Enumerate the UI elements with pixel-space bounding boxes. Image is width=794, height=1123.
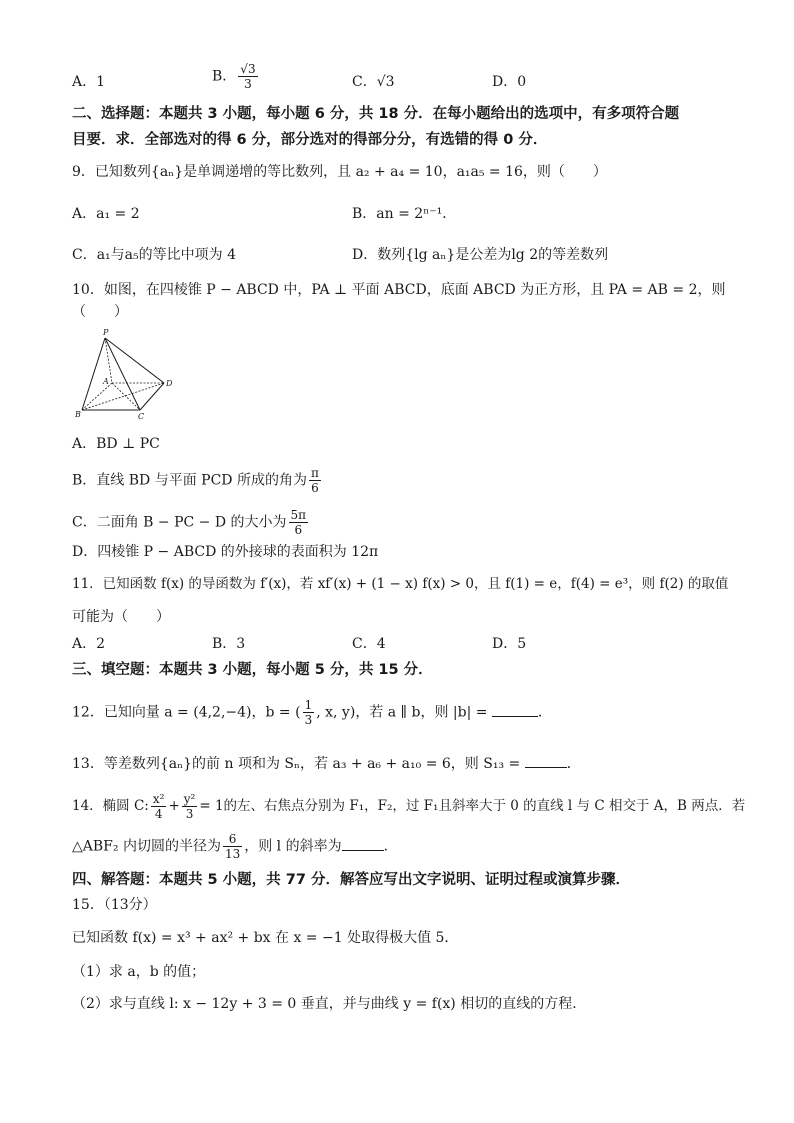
q15-part-1: （1）求 a，b 的值；: [72, 964, 206, 980]
q12-stem: [72, 698, 552, 727]
q11-option-b: B．3: [212, 636, 246, 652]
q11-option-a: A．2: [72, 636, 106, 652]
q9-option-a: A．a₁ = 2: [72, 206, 140, 222]
q14-prefix: 14．椭圆 C:: [72, 798, 149, 814]
q14-answer-blank[interactable]: [342, 850, 384, 851]
q10-option-b-fraction: [309, 466, 321, 495]
section-2-heading-line1: 二、选择题：本题共 3 小题，每小题 6 分，共 18 分．在每小题给出的选项中，有多项符合题: [72, 106, 680, 122]
fraction-denominator: 6: [311, 481, 319, 495]
fraction-numerator: y²: [183, 792, 196, 806]
q10-option-b: [72, 466, 323, 495]
pyramid-figure: [72, 326, 182, 422]
section-2-heading-line2: 目要．求．全部选对的得 6 分，部分选对的得部分分，有选错的得 0 分．: [72, 132, 548, 148]
q14-line2-prefix: △ABF₂ 内切圆的半径为: [72, 838, 221, 855]
q14-stem-line2: [72, 832, 398, 861]
q10-option-b-text: B．直线 BD 与平面 PCD 所成的角为: [72, 472, 307, 489]
q14-stem-line1: [72, 792, 745, 821]
vertex-label-c: C: [138, 412, 145, 421]
q12-text-suffix: ，若 a ∥ b，则 |b| =: [355, 704, 488, 721]
q10-option-c-text: C．二面角 B − PC − D 的大小为: [72, 514, 287, 531]
q11-stem-line1: 11．已知函数 f(x) 的导函数为 f′(x)，若 xf′(x) + (1 − x) f(x) > 0，且 f(1) = e，f(4) = e³，则 f(2) 的取值: [72, 576, 729, 592]
q12-text-prefix: 12．已知向量 a = (4,2,−4)，b =: [72, 704, 291, 721]
q12-answer-blank[interactable]: [492, 716, 538, 717]
q9-option-b: B．an = 2ⁿ⁻¹．: [352, 206, 457, 222]
q9-stem: 9．已知数列{aₙ}是单调递增的等比数列，且 a₂ + a₄ = 10，a₁a₅ = 16，则（ ）: [72, 164, 607, 180]
q14-rest: = 1的左、右焦点分别为 F₁，F₂，过 F₁且斜率大于 0 的直线 l 与 C 相交于 A，B 两点．若: [199, 798, 746, 814]
q9-option-d: D．数列{lg aₙ}是公差为lg 2的等差数列: [352, 247, 609, 263]
q10-option-d: D．四棱锥 P − ABCD 的外接球的表面积为 12π: [72, 544, 379, 560]
q11-stem-line2: 可能为（ ）: [72, 609, 170, 625]
q15-header: 15．（13分）: [72, 897, 157, 913]
q8-option-b-fraction: [238, 62, 257, 91]
q13-answer-blank[interactable]: [525, 767, 567, 768]
fraction-numerator: √3: [240, 62, 256, 76]
vertex-label-d: D: [166, 379, 173, 388]
q14-plus: +: [168, 798, 180, 814]
section-4-heading: 四、解答题：本题共 5 小题，共 77 分．解答应写出文字说明、证明过程或演算步骤．: [72, 872, 630, 888]
q12-vector-fraction: [303, 698, 315, 727]
q8-option-c: C．√3: [352, 74, 395, 90]
vertex-label-p: P: [103, 328, 109, 337]
q12-vector-open: (: [295, 704, 301, 721]
q10-stem-line1: 10．如图，在四棱锥 P − ABCD 中，PA ⊥ 平面 ABCD，底面 ABCD 为正方形，且 PA = AB = 2，则: [72, 282, 726, 298]
q14-fraction-x: [151, 792, 167, 821]
q10-option-a: A．BD ⊥ PC: [72, 436, 160, 452]
fraction-denominator: 4: [154, 807, 163, 821]
q11-option-c: C．4: [352, 636, 386, 652]
fraction-denominator: 3: [185, 807, 194, 821]
fraction-numerator: 5π: [290, 508, 307, 522]
fraction-numerator: 6: [223, 832, 242, 847]
fraction-numerator: 1: [304, 698, 313, 712]
fraction-numerator: x²: [152, 792, 165, 806]
fraction-denominator: 13: [224, 847, 241, 861]
q10-option-c: [72, 508, 310, 537]
q14-line2-suffix: ，则 l 的斜率为: [244, 838, 342, 855]
q14-radius-fraction: [223, 832, 242, 861]
q13-end: ．: [566, 756, 581, 772]
q10-option-c-fraction: [289, 508, 309, 537]
fraction-denominator: 6: [294, 523, 303, 537]
q12-end: ．: [537, 704, 552, 721]
q13-stem: [72, 754, 581, 774]
q15-part-2: （2）求与直线 l: x − 12y + 3 = 0 垂直，并与曲线 y = f(x) 相切的直线的方程．: [72, 996, 587, 1012]
section-3-heading: 三、填空题：本题共 3 小题，每小题 5 分，共 15 分．: [72, 662, 433, 678]
q9-option-c: C．a₁与a₅的等比中项为 4: [72, 247, 236, 263]
q15-stem: 已知函数 f(x) = x³ + ax² + bx 在 x = −1 处取得极大值 5．: [72, 930, 459, 946]
q8-option-a: A．1: [72, 74, 106, 90]
q13-text: 13．等差数列{aₙ}的前 n 项和为 Sₙ，若 a₃ + a₆ + a₁₀ = 6，则 S₁₃ =: [72, 756, 521, 772]
vertex-label-b: B: [75, 410, 81, 419]
q8-option-b: [212, 62, 260, 91]
fraction-denominator: 3: [244, 77, 252, 91]
q14-fraction-y: [182, 792, 198, 821]
q14-end: ．: [383, 838, 398, 855]
q11-option-d: D．5: [492, 636, 527, 652]
fraction-numerator: π: [310, 466, 319, 480]
q10-stem-line2: （ ）: [72, 304, 128, 320]
q12-vector-rest: , x, y): [316, 704, 356, 721]
q8-option-b-label: B．: [212, 68, 237, 85]
vertex-label-a: A: [103, 377, 109, 386]
q8-option-d: D．0: [492, 74, 527, 90]
fraction-denominator: 3: [304, 713, 313, 727]
